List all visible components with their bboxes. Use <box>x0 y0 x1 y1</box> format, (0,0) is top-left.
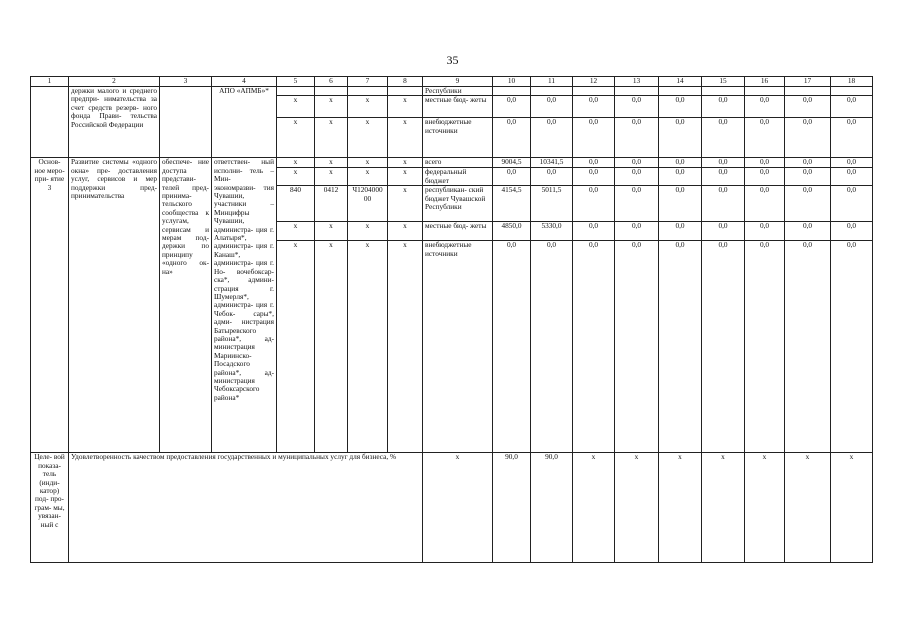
event-name-cell: Развитие системы «одного окна» пре- доставления услуг, сервисов и мер поддержки пред- принимательства <box>69 158 160 453</box>
value-cell: x <box>702 453 745 563</box>
source-cell: местные бюд- жеты <box>423 96 493 118</box>
cell: x <box>388 186 423 222</box>
page-number: 35 <box>446 53 459 67</box>
cell: x <box>277 158 315 168</box>
cell-empty <box>785 87 831 96</box>
value-cell: 0,0 <box>573 168 615 186</box>
value-cell: 0,0 <box>615 168 659 186</box>
source-cell: местные бюд- жеты <box>423 222 493 241</box>
cell: x <box>277 96 315 118</box>
value-cell: 0,0 <box>785 186 831 222</box>
value-cell: 0,0 <box>702 222 745 241</box>
value-cell: 0,0 <box>573 186 615 222</box>
cell: x <box>315 241 348 453</box>
value-cell: 0,0 <box>659 96 702 118</box>
value-cell: x <box>785 453 831 563</box>
col-header: 1 <box>31 77 69 87</box>
value-cell: 0,0 <box>615 186 659 222</box>
cell-empty <box>31 87 69 158</box>
cell-empty <box>315 87 348 96</box>
cell: x <box>315 168 348 186</box>
cell: 0412 <box>315 186 348 222</box>
col-header: 17 <box>785 77 831 87</box>
cell: x <box>315 158 348 168</box>
col-header: 16 <box>745 77 785 87</box>
cell: x <box>315 96 348 118</box>
cell: x <box>348 222 388 241</box>
value-cell: 0,0 <box>702 241 745 453</box>
cell-empty <box>573 87 615 96</box>
value-cell: 10341,5 <box>531 158 573 168</box>
source-cell: республикан- ский бюджет Чувашской Республики <box>423 186 493 222</box>
col-header: 3 <box>160 77 212 87</box>
value-cell: x <box>659 453 702 563</box>
col-header: 9 <box>423 77 493 87</box>
col-header: 2 <box>69 77 160 87</box>
value-cell: 0,0 <box>659 118 702 158</box>
value-cell: 0,0 <box>659 168 702 186</box>
header-row <box>31 77 873 87</box>
cell: x <box>348 241 388 453</box>
event-name-cell: держки малого и среднего предпри- нимательства за счет средств резерв- ного фонда Прави- тельства Российской Федерации <box>69 87 160 158</box>
main-event-label: Основ- ное меро- при- ятие 3 <box>31 158 69 453</box>
col-header: 4 <box>212 77 277 87</box>
value-cell: x <box>745 453 785 563</box>
executor-cell: АПО «АПМБ»* <box>212 87 277 158</box>
col-header: 12 <box>573 77 615 87</box>
value-cell: 0,0 <box>745 241 785 453</box>
value-cell: 0,0 <box>831 186 873 222</box>
value-cell: 0,0 <box>573 241 615 453</box>
table-row <box>31 158 873 168</box>
value-cell: 0,0 <box>615 118 659 158</box>
col-header: 11 <box>531 77 573 87</box>
cell: x <box>348 96 388 118</box>
value-cell: 0,0 <box>659 158 702 168</box>
value-cell: 0,0 <box>531 118 573 158</box>
value-cell: 0,0 <box>615 222 659 241</box>
value-cell: 0,0 <box>531 96 573 118</box>
value-cell: 0,0 <box>573 96 615 118</box>
col-header: 15 <box>702 77 745 87</box>
cell-empty <box>277 87 315 96</box>
value-cell: 0,0 <box>785 118 831 158</box>
cell: x <box>315 118 348 158</box>
value-cell: 90,0 <box>493 453 531 563</box>
col-header: 8 <box>388 77 423 87</box>
col-header: 14 <box>659 77 702 87</box>
value-cell: x <box>573 453 615 563</box>
value-cell: 0,0 <box>493 96 531 118</box>
value-cell: 0,0 <box>702 168 745 186</box>
col-header: 18 <box>831 77 873 87</box>
value-cell: 0,0 <box>745 118 785 158</box>
cell: x <box>388 168 423 186</box>
value-cell: 0,0 <box>745 168 785 186</box>
table-row <box>31 87 873 96</box>
cell: x <box>277 222 315 241</box>
value-cell: 0,0 <box>531 168 573 186</box>
value-cell: 5011,5 <box>531 186 573 222</box>
value-cell: 0,0 <box>702 186 745 222</box>
cell-empty <box>702 87 745 96</box>
value-cell: 0,0 <box>659 241 702 453</box>
value-cell: 0,0 <box>831 241 873 453</box>
cell: x <box>348 118 388 158</box>
value-cell: 0,0 <box>785 158 831 168</box>
cell: x <box>388 158 423 168</box>
cell: 840 <box>277 186 315 222</box>
cell: x <box>388 241 423 453</box>
source-cell: внебюджетные источники <box>423 241 493 453</box>
cell: x <box>348 158 388 168</box>
value-cell: 0,0 <box>785 168 831 186</box>
value-cell: 0,0 <box>702 158 745 168</box>
cell-empty <box>348 87 388 96</box>
value-cell: 0,0 <box>659 222 702 241</box>
value-cell: 4154,5 <box>493 186 531 222</box>
value-cell: 0,0 <box>573 118 615 158</box>
table-row <box>31 453 873 563</box>
value-cell: 0,0 <box>531 241 573 453</box>
value-cell: 0,0 <box>831 158 873 168</box>
value-cell: 0,0 <box>831 168 873 186</box>
budget-table <box>30 76 873 563</box>
col-header: 7 <box>348 77 388 87</box>
value-cell: 0,0 <box>702 96 745 118</box>
cell: x <box>388 222 423 241</box>
cell: x <box>277 118 315 158</box>
indicator-label: Целе- вой показа- тель (инди- катор) под- про- грам- мы, увязан- ный с <box>31 453 69 563</box>
source-cell: федеральный бюджет <box>423 168 493 186</box>
cell: x <box>423 453 493 563</box>
source-cell: внебюджетные источники <box>423 118 493 158</box>
value-cell: 0,0 <box>615 241 659 453</box>
value-cell: 0,0 <box>702 118 745 158</box>
value-cell: 0,0 <box>831 96 873 118</box>
value-cell: 0,0 <box>745 186 785 222</box>
value-cell: 90,0 <box>531 453 573 563</box>
col-header: 10 <box>493 77 531 87</box>
value-cell: x <box>615 453 659 563</box>
cell-empty <box>160 87 212 158</box>
cell-empty <box>831 87 873 96</box>
goal-cell: обеспече- ние доступа представи- телей пред- принима- тельского сообщества к услугам, сервисам и мерам под- держки по принципу «одного ок- на» <box>160 158 212 453</box>
value-cell: 0,0 <box>493 241 531 453</box>
cell-empty <box>615 87 659 96</box>
col-header: 13 <box>615 77 659 87</box>
cell-empty <box>745 87 785 96</box>
value-cell: 9004,5 <box>493 158 531 168</box>
value-cell: 0,0 <box>745 96 785 118</box>
value-cell: 0,0 <box>659 186 702 222</box>
col-header: 6 <box>315 77 348 87</box>
cell: x <box>388 96 423 118</box>
value-cell: 0,0 <box>573 158 615 168</box>
cell: x <box>348 168 388 186</box>
cell-empty <box>659 87 702 96</box>
value-cell: 0,0 <box>831 118 873 158</box>
col-header: 5 <box>277 77 315 87</box>
source-cell: всего <box>423 158 493 168</box>
cell-empty <box>493 87 531 96</box>
value-cell: 4850,0 <box>493 222 531 241</box>
value-cell: 0,0 <box>493 168 531 186</box>
value-cell: 0,0 <box>785 241 831 453</box>
value-cell: 0,0 <box>785 96 831 118</box>
value-cell: 0,0 <box>745 158 785 168</box>
cell: Ч1204000 00 <box>348 186 388 222</box>
executor-cell: ответствен- ный исполни- тель – Мин- экономразви- тия Чувашии, участники – Минцифры Чувашии, администра- ция г. Алатыря*, администра- ция г. Канаш*, администра- ция г. Но- вочебоксар- ска*, админи- страция г. Шумерля*, администра- ция г. Чебок- сары*, адми- нистрация Батыревского района*, ад- министрация Мариинско- Посадского района*, ад- министрация Чебоксарского района* <box>212 158 277 453</box>
cell: x <box>388 118 423 158</box>
value-cell: 0,0 <box>745 222 785 241</box>
cell: x <box>277 241 315 453</box>
value-cell: 0,0 <box>615 96 659 118</box>
value-cell: x <box>831 453 873 563</box>
cell: x <box>315 222 348 241</box>
value-cell: 0,0 <box>785 222 831 241</box>
indicator-description: Удовлетворенность качеством предоставления государственных и муниципальных услуг для бизнеса, % <box>69 453 423 563</box>
value-cell: 0,0 <box>615 158 659 168</box>
value-cell: 5330,0 <box>531 222 573 241</box>
cell: x <box>277 168 315 186</box>
cell-empty <box>388 87 423 96</box>
cell-empty <box>531 87 573 96</box>
value-cell: 0,0 <box>831 222 873 241</box>
value-cell: 0,0 <box>573 222 615 241</box>
value-cell: 0,0 <box>493 118 531 158</box>
source-cell: Республики <box>423 87 493 96</box>
